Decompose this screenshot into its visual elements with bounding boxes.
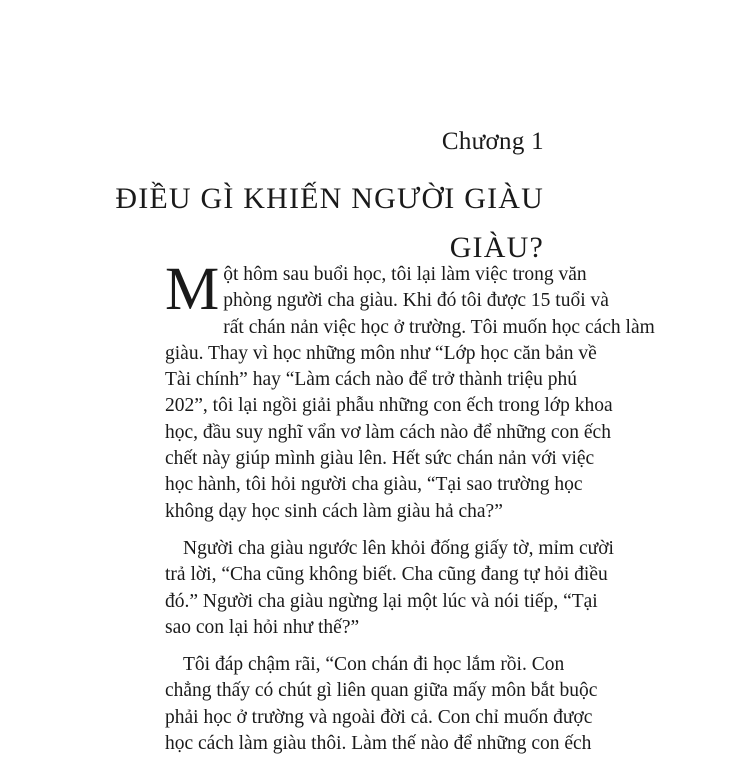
text-line: Tài chính” hay “Làm cách nào để trở thành triệu phú — [165, 369, 578, 391]
paragraph-3 — [165, 652, 598, 757]
text-line: phải học ở trường và ngoài đời cả. Con chỉ muốn được — [165, 706, 593, 728]
chapter-title-line-2: GIÀU? — [449, 231, 544, 264]
text-line: trả lời, “Cha cũng không biết. Cha cũng đang tự hỏi điều — [165, 564, 608, 586]
text-line: học, đầu suy nghĩ vẩn vơ làm cách nào để những con ếch — [165, 421, 611, 443]
text-line: chết này giúp mình giàu lên. Hết sức chán nản với việc — [165, 448, 595, 470]
text-line: Người cha giàu ngước lên khỏi đống giấy tờ, mỉm cười — [183, 537, 614, 559]
text-line: sao con lại hỏi như thế?” — [165, 616, 360, 638]
text-line: học hành, tôi hỏi người cha giàu, “Tại sao trường học — [165, 474, 583, 496]
text-line: đó.” Người cha giàu ngừng lại một lúc và nói tiếp, “Tại — [165, 590, 598, 612]
text-line: không dạy học sinh cách làm giàu hả cha?” — [165, 500, 503, 522]
text-line: học cách làm giàu thôi. Làm thế nào để những con ếch — [165, 733, 592, 755]
text-line: 202”, tôi lại ngồi giải phẫu những con ếch trong lớp khoa — [165, 395, 613, 417]
text-line: Tôi đáp chậm rãi, “Con chán đi học lắm rồi. Con — [183, 654, 565, 676]
drop-cap: M — [165, 256, 220, 323]
paragraph-1 — [165, 256, 655, 525]
chapter-title-line-1: ĐIỀU GÌ KHIẾN NGƯỜI GIÀU — [115, 182, 544, 215]
text-line: rất chán nản việc học ở trường. Tôi muốn học cách làm — [223, 316, 655, 338]
chapter-label: Chương 1 — [441, 128, 544, 155]
text-line: chẳng thấy có chút gì liên quan giữa mấy môn bắt buộc — [165, 680, 598, 702]
text-line: ột hôm sau buổi học, tôi lại làm việc trong văn — [223, 264, 587, 285]
text-line: giàu. Thay vì học những môn như “Lớp học căn bản về — [165, 342, 597, 364]
paragraph-2 — [165, 536, 614, 641]
body-text — [165, 256, 655, 757]
text-line: phòng người cha giàu. Khi đó tôi được 15 tuổi và — [223, 290, 609, 312]
